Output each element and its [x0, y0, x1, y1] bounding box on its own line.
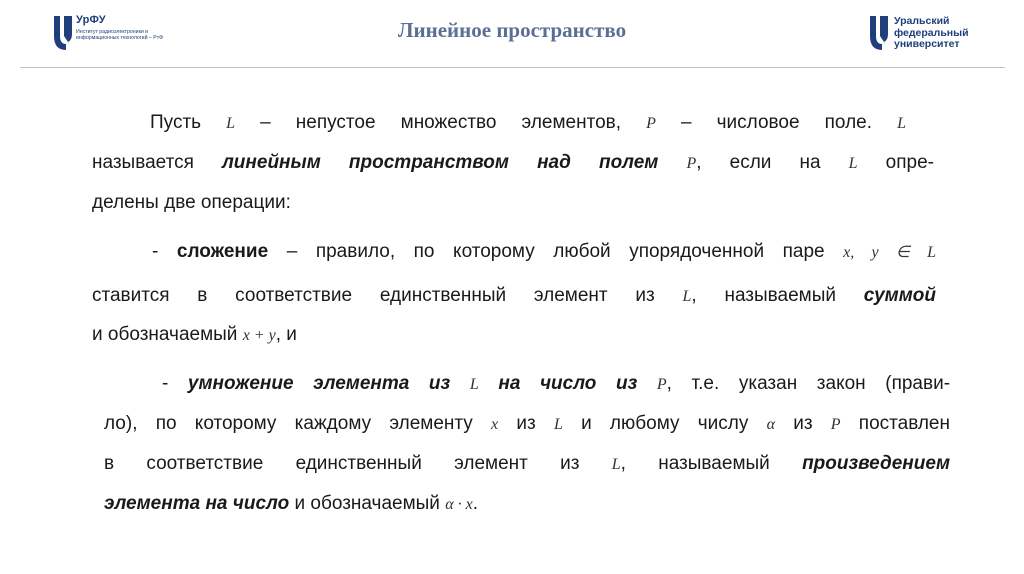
math-alpha-dot-x: α · x [445, 496, 473, 513]
text: в соответствие единственный элемент из [104, 453, 612, 474]
p3-line4 [104, 492, 478, 517]
term-by-number-from: на число из [498, 373, 638, 394]
text: Пусть [150, 112, 227, 133]
math-L: L [226, 115, 236, 132]
urfu-logo-name: УрФУ [76, 14, 106, 26]
p3-line2 [104, 412, 950, 437]
p1-line3 [92, 191, 291, 215]
text: опре- [857, 152, 934, 173]
math-x: x [491, 416, 499, 433]
text: , называемый [691, 285, 864, 306]
university-name-line1: Уральский [894, 15, 950, 27]
text: называется [92, 152, 222, 173]
university-name-line3: университет [894, 38, 960, 50]
math-L: L [682, 288, 692, 305]
math-alpha: α [766, 416, 775, 433]
text: ставится в соответствие единственный элемент из [92, 285, 683, 306]
text: - [162, 373, 188, 394]
p2-line2 [92, 284, 936, 309]
p2-line3 [92, 323, 297, 348]
math-x-plus-y: x + y [242, 327, 276, 344]
text: и обозначаемый [92, 324, 243, 345]
math-L: L [611, 456, 621, 473]
text: – непустое множество элементов, [235, 112, 647, 133]
math-L: L [553, 416, 563, 433]
text: , если на [696, 152, 849, 173]
p1-line2 [92, 151, 934, 176]
text: , называемый [620, 453, 803, 474]
math-L: L [897, 115, 906, 132]
math-P: P [656, 376, 667, 393]
institute-name: Институт радиоэлектроники и информационных технологий – РтФ [76, 29, 164, 41]
text: , и [275, 324, 297, 345]
math-P: P [830, 416, 841, 433]
term-addition: сложение [176, 241, 269, 262]
math-P: P [686, 155, 697, 172]
term-product: произведением [802, 453, 950, 474]
text: – правило, по которому любой упорядоченной паре [268, 241, 844, 262]
term-linear-space: линейным пространством над полем [221, 152, 659, 173]
text: делены две операции: [92, 192, 291, 213]
text: поставлен [840, 413, 950, 434]
math-L: L [469, 376, 479, 393]
university-name-line2: федеральный [894, 26, 969, 39]
term-scalar-multiplication: умножение элемента из [187, 373, 451, 394]
text: из [498, 413, 554, 434]
p1-line1 [150, 111, 906, 136]
slide-title: Линейное пространство [397, 18, 627, 42]
term-sum: суммой [863, 285, 937, 306]
term-element-by-number: элемента на число [104, 493, 290, 514]
text: . [472, 493, 478, 514]
text: и любому числу [562, 413, 767, 434]
text: из [774, 413, 831, 434]
p2-line1 [152, 240, 936, 265]
text: – числовое поле. [655, 112, 898, 133]
text: ло), по которому каждому элементу [104, 413, 492, 434]
text: - [152, 241, 177, 262]
p3-line3 [104, 452, 950, 477]
p3-line1 [162, 372, 950, 397]
text: и обозначаемый [289, 493, 446, 514]
math-P: P [646, 115, 656, 132]
text [658, 152, 686, 173]
math-x-y-in-L: x, y ∈ L [843, 244, 937, 261]
math-L: L [848, 155, 858, 172]
text: , т.е. указан закон (прави- [666, 373, 951, 394]
